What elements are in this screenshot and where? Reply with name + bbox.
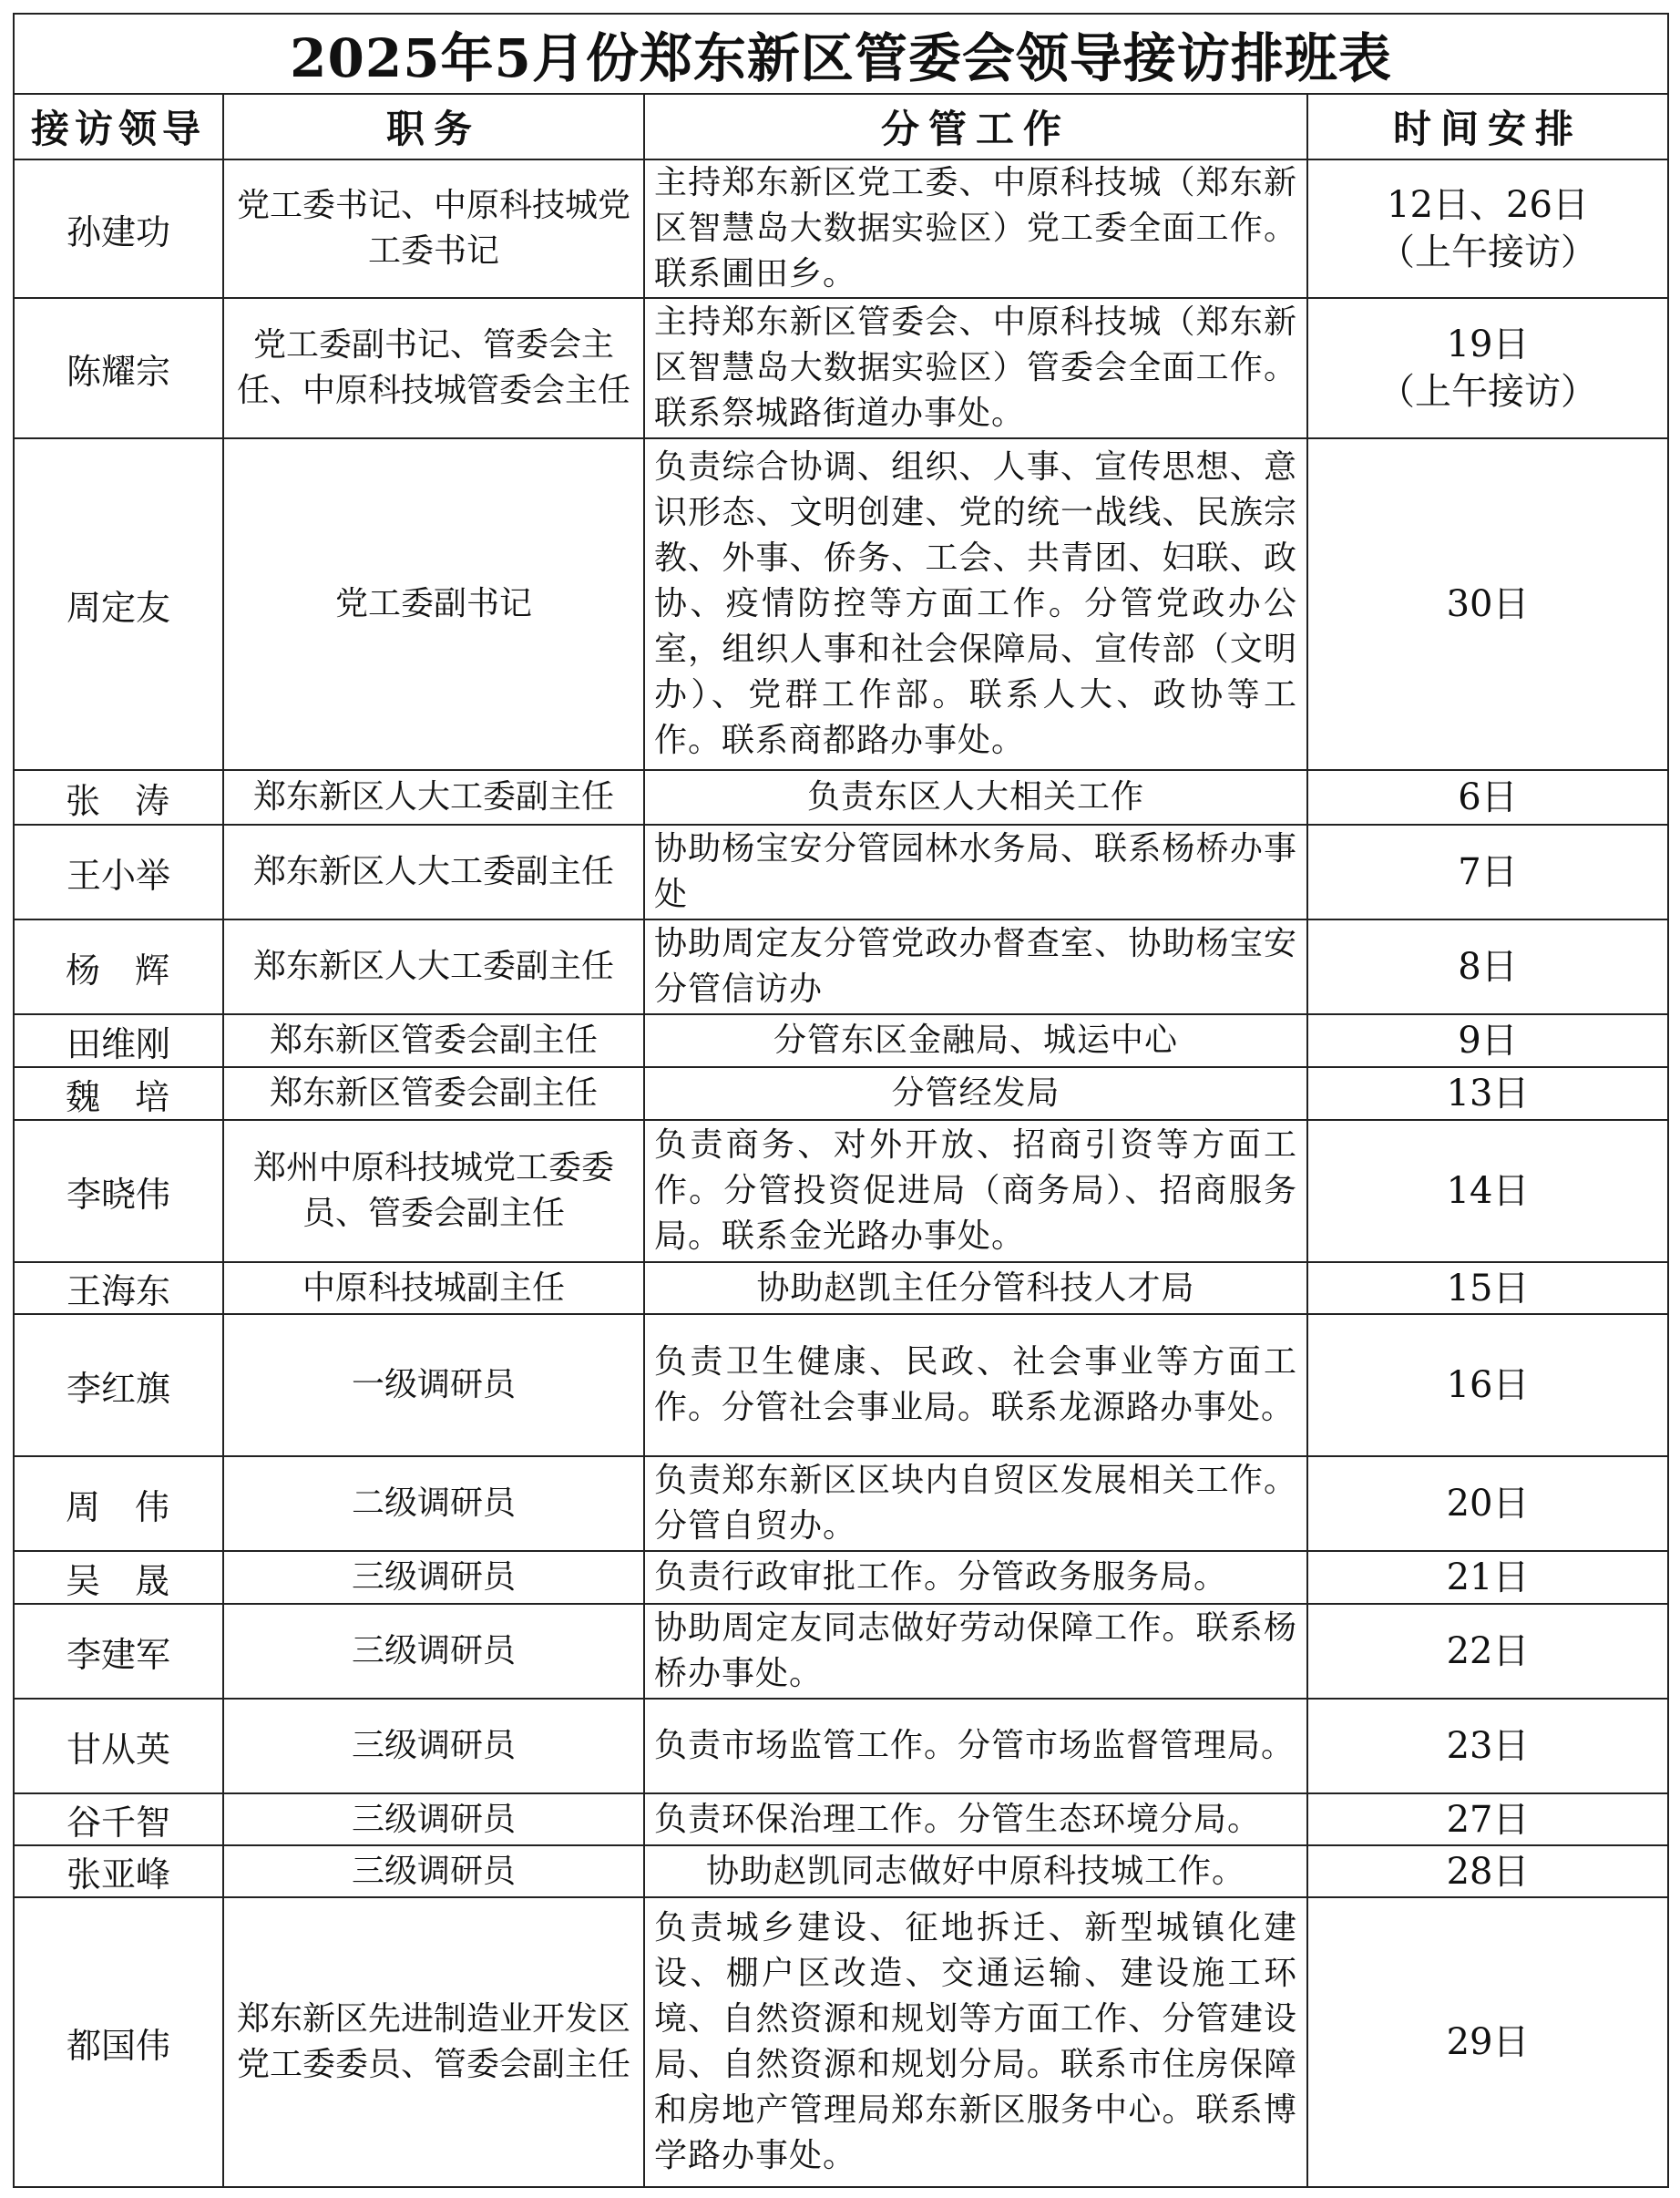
table-row — [14, 1314, 1668, 1456]
leader-name: 李晓伟 — [14, 1120, 223, 1262]
leader-work: 负责城乡建设、征地拆迁、新型城镇化建设、棚户区改造、交通运输、建设施工环境、自然资源和规划等方面工作、分管建设局、自然资源和规划分局。联系市住房保障和房地产管理局郑东新区服务中心。联系博学路办事处。 — [644, 1897, 1307, 2187]
leader-name: 李红旗 — [14, 1314, 223, 1456]
table-row — [14, 159, 1668, 298]
table-row — [14, 1551, 1668, 1604]
table-row — [14, 1456, 1668, 1551]
reception-time: 9日 — [1307, 1014, 1668, 1067]
leader-work: 协助周定友同志做好劳动保障工作。联系杨桥办事处。 — [644, 1604, 1307, 1699]
leader-work: 负责综合协调、组织、人事、宣传思想、意识形态、文明创建、党的统一战线、民族宗教、外事、侨务、工会、共青团、妇联、政协、疫情防控等方面工作。分管党政办公室，组织人事和社会保障局、宣传部（文明办）、党群工作部。联系人大、政协等工作。联系商都路办事处。 — [644, 438, 1307, 770]
table-row — [14, 1262, 1668, 1314]
leader-work: 主持郑东新区党工委、中原科技城（郑东新区智慧岛大数据实验区）党工委全面工作。联系圃田乡。 — [644, 159, 1307, 298]
table-row — [14, 1897, 1668, 2187]
reception-time: 30日 — [1307, 438, 1668, 770]
table-row — [14, 1067, 1668, 1120]
table-row — [14, 919, 1668, 1014]
leader-position: 郑东新区人大工委副主任 — [223, 919, 644, 1014]
table-row — [14, 1014, 1668, 1067]
time-note: （上午接访） — [1378, 231, 1598, 273]
leader-position: 三级调研员 — [223, 1793, 644, 1845]
leader-position: 党工委书记、中原科技城党工委书记 — [223, 159, 644, 298]
table-row — [14, 1699, 1668, 1793]
leader-work: 协助周定友分管党政办督查室、协助杨宝安分管信访办 — [644, 919, 1307, 1014]
reception-time: 8日 — [1307, 919, 1668, 1014]
time-date: 12日、26日 — [1387, 184, 1589, 226]
header-leader: 接访领导 — [14, 94, 223, 159]
header-time: 时间安排 — [1307, 94, 1668, 159]
leader-name: 杨辉 — [14, 919, 223, 1014]
leader-name: 王小举 — [14, 825, 223, 919]
schedule-table — [13, 13, 1669, 2188]
leader-name: 周伟 — [14, 1456, 223, 1551]
leader-position: 三级调研员 — [223, 1699, 644, 1793]
table-row — [14, 770, 1668, 825]
leader-position: 一级调研员 — [223, 1314, 644, 1456]
table-row — [14, 298, 1668, 438]
leader-work: 分管经发局 — [644, 1067, 1307, 1120]
leader-work: 负责东区人大相关工作 — [644, 770, 1307, 825]
leader-name: 甘从英 — [14, 1699, 223, 1793]
leader-name: 谷千智 — [14, 1793, 223, 1845]
table-row — [14, 1793, 1668, 1845]
leader-name: 李建军 — [14, 1604, 223, 1699]
leader-position: 三级调研员 — [223, 1604, 644, 1699]
leader-name: 孙建功 — [14, 159, 223, 298]
table-row — [14, 1120, 1668, 1262]
leader-name: 陈耀宗 — [14, 298, 223, 438]
reception-time: 28日 — [1307, 1845, 1668, 1897]
leader-position: 郑州中原科技城党工委委员、管委会副主任 — [223, 1120, 644, 1262]
reception-time: 20日 — [1307, 1456, 1668, 1551]
leader-name: 魏培 — [14, 1067, 223, 1120]
table-row — [14, 1845, 1668, 1897]
leader-name: 张涛 — [14, 770, 223, 825]
reception-time: 6日 — [1307, 770, 1668, 825]
reception-time: 21日 — [1307, 1551, 1668, 1604]
leader-work: 协助赵凯同志做好中原科技城工作。 — [644, 1845, 1307, 1897]
leader-name: 吴晟 — [14, 1551, 223, 1604]
leader-position: 郑东新区人大工委副主任 — [223, 825, 644, 919]
schedule-sheet — [13, 13, 1667, 2188]
reception-time: 15日 — [1307, 1262, 1668, 1314]
leader-name: 王海东 — [14, 1262, 223, 1314]
leader-work: 负责行政审批工作。分管政务服务局。 — [644, 1551, 1307, 1604]
leader-position: 郑东新区先进制造业开发区党工委委员、管委会副主任 — [223, 1897, 644, 2187]
reception-time: 22日 — [1307, 1604, 1668, 1699]
leader-work: 负责环保治理工作。分管生态环境分局。 — [644, 1793, 1307, 1845]
leader-name: 田维刚 — [14, 1014, 223, 1067]
table-row — [14, 1604, 1668, 1699]
reception-time: 27日 — [1307, 1793, 1668, 1845]
header-work: 分管工作 — [644, 94, 1307, 159]
leader-position: 党工委副书记、管委会主任、中原科技城管委会主任 — [223, 298, 644, 438]
reception-time: 23日 — [1307, 1699, 1668, 1793]
leader-position: 中原科技城副主任 — [223, 1262, 644, 1314]
leader-name: 周定友 — [14, 438, 223, 770]
reception-time — [1307, 159, 1668, 298]
table-title: 2025年5月份郑东新区管委会领导接访排班表 — [14, 14, 1668, 94]
leader-position: 党工委副书记 — [223, 438, 644, 770]
leader-position: 三级调研员 — [223, 1845, 644, 1897]
table-row — [14, 825, 1668, 919]
leader-work: 协助赵凯主任分管科技人才局 — [644, 1262, 1307, 1314]
table-row — [14, 438, 1668, 770]
leader-position: 二级调研员 — [223, 1456, 644, 1551]
reception-time: 7日 — [1307, 825, 1668, 919]
time-note: （上午接访） — [1378, 371, 1598, 413]
reception-time: 13日 — [1307, 1067, 1668, 1120]
leader-work: 主持郑东新区管委会、中原科技城（郑东新区智慧岛大数据实验区）管委会全面工作。联系祭城路街道办事处。 — [644, 298, 1307, 438]
leader-name: 都国伟 — [14, 1897, 223, 2187]
reception-time — [1307, 298, 1668, 438]
leader-position: 郑东新区管委会副主任 — [223, 1067, 644, 1120]
leader-work: 负责商务、对外开放、招商引资等方面工作。分管投资促进局（商务局）、招商服务局。联系金光路办事处。 — [644, 1120, 1307, 1262]
header-position: 职务 — [223, 94, 644, 159]
header-row — [14, 94, 1668, 159]
time-date: 19日 — [1446, 324, 1530, 365]
reception-time: 16日 — [1307, 1314, 1668, 1456]
leader-position: 郑东新区管委会副主任 — [223, 1014, 644, 1067]
leader-work: 分管东区金融局、城运中心 — [644, 1014, 1307, 1067]
leader-work: 协助杨宝安分管园林水务局、联系杨桥办事处 — [644, 825, 1307, 919]
leader-work: 负责郑东新区区块内自贸区发展相关工作。分管自贸办。 — [644, 1456, 1307, 1551]
reception-time: 29日 — [1307, 1897, 1668, 2187]
leader-work: 负责卫生健康、民政、社会事业等方面工作。分管社会事业局。联系龙源路办事处。 — [644, 1314, 1307, 1456]
leader-position: 三级调研员 — [223, 1551, 644, 1604]
leader-work: 负责市场监管工作。分管市场监督管理局。 — [644, 1699, 1307, 1793]
reception-time: 14日 — [1307, 1120, 1668, 1262]
leader-name: 张亚峰 — [14, 1845, 223, 1897]
leader-position: 郑东新区人大工委副主任 — [223, 770, 644, 825]
